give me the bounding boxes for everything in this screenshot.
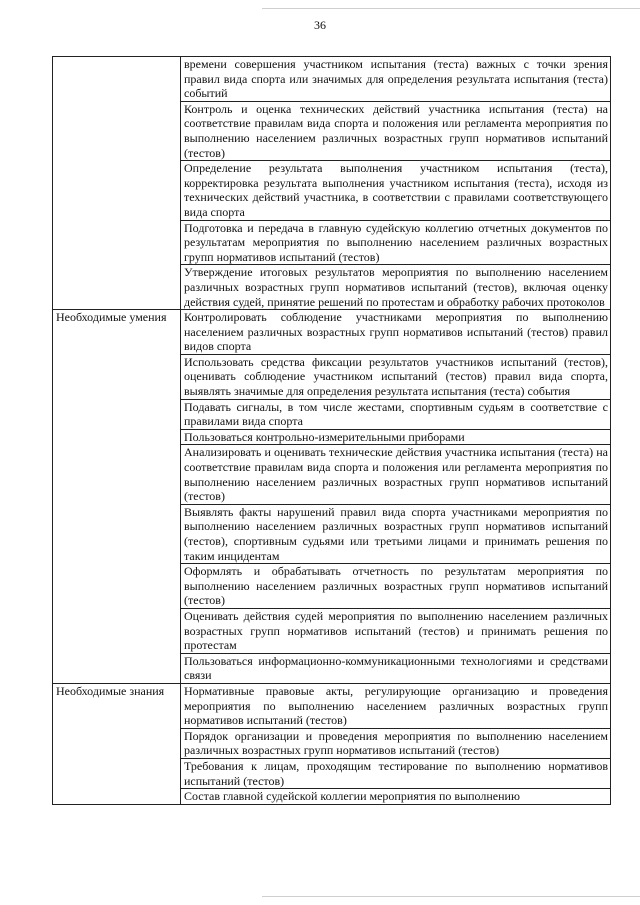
section-heading [53, 57, 181, 310]
table-cell: Использовать средства фиксации результатов участников испытаний (тестов), оценивать соблюдение участником испытаний (тестов) правил вида спорта, выявлять значимые для определения результата испытания (теста) события [181, 354, 611, 399]
table-cell: Анализировать и оценивать технические действия участника испытания (теста) на соответствие правилам вида спорта и положения или регламента мероприятия по выполнению населением различных возрастных групп нормативов испытаний (тестов) [181, 445, 611, 504]
table-cell: Пользоваться контрольно-измерительными приборами [181, 429, 611, 445]
page-number: 36 [314, 18, 326, 32]
table-cell: Состав главной судейской коллегии мероприятия по выполнению [181, 789, 611, 805]
section-heading-knowledge: Необходимые знания [53, 683, 181, 804]
scan-edge-top [262, 8, 640, 9]
section-heading-skills: Необходимые умения [53, 310, 181, 684]
table-cell: Оценивать действия судей мероприятия по выполнению населением различных возрастных групп нормативов испытаний (тестов) и принимать решения по протестам [181, 608, 611, 653]
table-cell: времени совершения участником испытания (теста) важных с точки зрения правил вида спорта или значимых для определения результата испытания (теста) событий [181, 57, 611, 102]
table-cell: Утверждение итоговых результатов мероприятия по выполнению населением различных возрастных групп нормативов испытаний (тестов), включая оценку действия судей, принятие решений по протестам и обработку рабочих протоколов [181, 265, 611, 310]
table-row [53, 683, 611, 728]
table-cell: Выявлять факты нарушений правил вида спорта участниками мероприятия по выполнению населением различных возрастных групп нормативов испытаний (тестов), спортивным судьями или третьими лицами и принимать решения по таким инцидентам [181, 504, 611, 563]
table-cell: Контроль и оценка технических действий участника испытания (теста) на соответствие правилам вида спорта и положения или регламента мероприятия по выполнению населением различных возрастных групп нормативов испытаний (тестов) [181, 101, 611, 160]
table-cell: Пользоваться информационно-коммуникационными технологиями и средствами связи [181, 653, 611, 683]
scan-edge-bottom [262, 896, 640, 897]
table-row [53, 310, 611, 355]
table-cell: Контролировать соблюдение участниками мероприятия по выполнению населением различных возрастных групп нормативов испытаний (тестов) правил видов спорта [181, 310, 611, 355]
table-row [53, 57, 611, 102]
table-cell: Требования к лицам, проходящим тестирование по выполнению нормативов испытаний (тестов) [181, 758, 611, 788]
table-cell: Подготовка и передача в главную судейскую коллегию отчетных документов по результатам мероприятия по выполнению населением различных возрастных групп нормативов испытаний (тестов) [181, 220, 611, 265]
table-cell: Нормативные правовые акты, регулирующие организацию и проведения мероприятия по выполнению населением различных возрастных групп нормативов испытаний (тестов) [181, 683, 611, 728]
competency-table [52, 56, 611, 805]
table-cell: Порядок организации и проведения мероприятия по выполнению населением различных возрастных групп нормативов испытаний (тестов) [181, 728, 611, 758]
table-cell: Подавать сигналы, в том числе жестами, спортивным судьям в соответствие с правилами вида спорта [181, 399, 611, 429]
table-cell: Определение результата выполнения участником испытания (теста), корректировка результата выполнения участником испытания (теста), исходя из технических действий участника, в соответствии с правилами соответствующего вида спорта [181, 161, 611, 220]
table-cell: Оформлять и обрабатывать отчетность по результатам мероприятия по выполнению населением различных возрастных групп нормативов испытаний (тестов) [181, 564, 611, 609]
